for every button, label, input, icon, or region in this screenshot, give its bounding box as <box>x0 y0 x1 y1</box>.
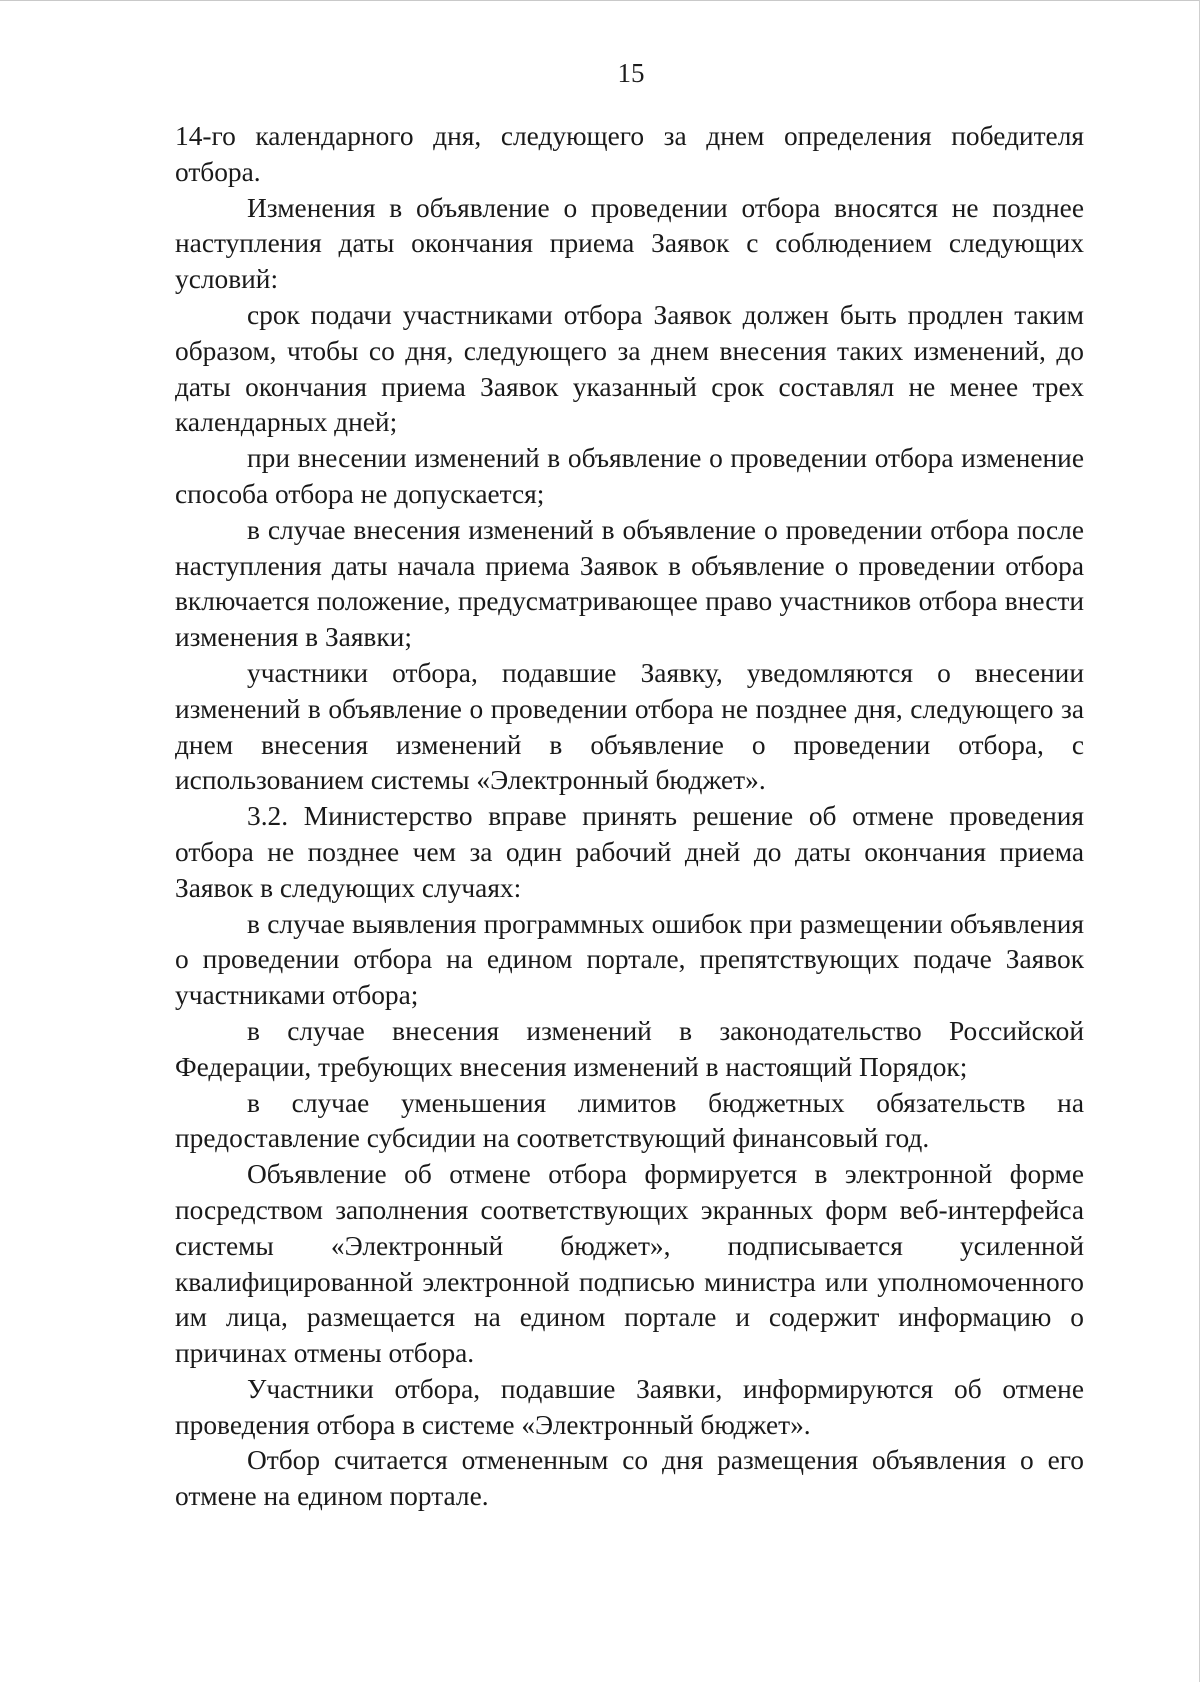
page-number: 15 <box>617 58 645 88</box>
document-body <box>175 119 1084 1515</box>
scan-edge-top <box>0 0 1200 1</box>
paragraph-budget-limits: в случае уменьшения лимитов бюджетных обязательств на предоставление субсидии на соответствующий финансовый год. <box>175 1087 1084 1154</box>
paragraph-amendment-terms: Изменения в объявление о проведении отбора вносятся не позднее наступления даты окончания приема Заявок с соблюдением следующих условий: <box>175 192 1084 295</box>
paragraph-cancellation-effective: Отбор считается отмененным со дня размещения объявления о его отмене на едином портале. <box>175 1445 1084 1512</box>
paragraph-application-changes: в случае внесения изменений в объявление о проведении отбора после наступления даты начала приема Заявок в объявление о проведении отбора включается положение, предусматривающее право участников отбора внести изменения в Заявки; <box>175 514 1084 653</box>
paragraph-software-errors: в случае выявления программных ошибок при размещении объявления о проведении отбора на едином портале, препятствующих подаче Заявок участниками отбора; <box>175 908 1084 1011</box>
paragraph-section-3-2: 3.2. Министерство вправе принять решение об отмене проведения отбора не позднее чем за один рабочий дней до даты окончания приема Заявок в следующих случаях: <box>175 801 1084 903</box>
paragraph-cancellation-notice: Объявление об отмене отбора формируется в электронной форме посредством заполнения соответствующих экранных форм веб-интерфейса системы «Электронный бюджет», подписывается усиленной квалифицированной электронной подписью министра или уполномоченного им лица, размещается на едином портале и содержит информацию о причинах отмены отбора. <box>175 1159 1084 1369</box>
paragraph-legislation-changes: в случае внесения изменений в законодательство Российской Федерации, требующих внесения изменений в настоящий Порядок; <box>175 1015 1084 1082</box>
paragraph-method-change: при внесении изменений в объявление о проведении отбора изменение способа отбора не допускается; <box>175 443 1084 509</box>
paragraph-participant-notification: участники отбора, подавшие Заявку, уведомляются о внесении изменений в объявление о проведении отбора не позднее дня, следующего за днем внесения изменений в объявление о проведении отбора, с использованием системы «Электронный бюджет». <box>175 657 1084 796</box>
paragraph-participants-informed: Участники отбора, подавшие Заявки, информируются об отмене проведения отбора в системе «Электронный бюджет». <box>175 1373 1084 1440</box>
paragraph-continuation: 14-го календарного дня, следующего за днем определения победителя отбора. <box>175 121 1084 187</box>
paragraph-deadline-extension: срок подачи участниками отбора Заявок должен быть продлен таким образом, чтобы со дня, следующего за днем внесения таких изменений, до даты окончания приема Заявок указанный срок составлял не менее трех календарных дней; <box>175 299 1084 438</box>
